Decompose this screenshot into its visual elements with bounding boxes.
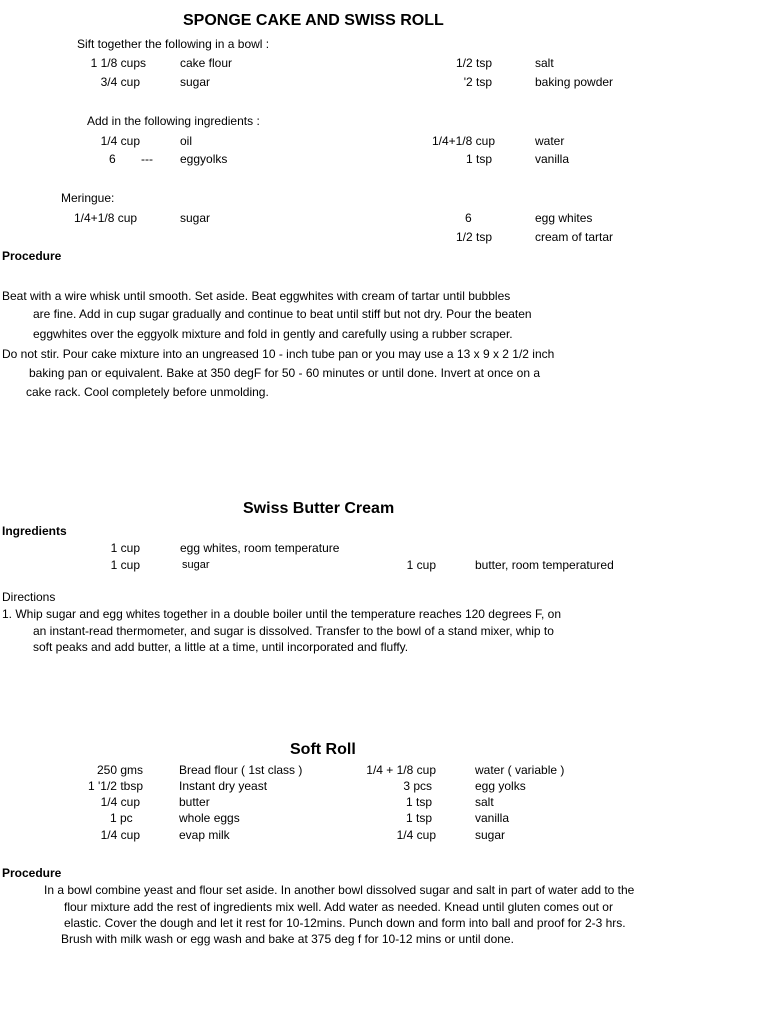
butter-cream-title: Swiss Butter Cream: [243, 500, 395, 517]
directions-label: Directions: [2, 590, 56, 604]
procedure-label: Procedure: [2, 866, 62, 880]
soft-roll-title: Soft Roll: [290, 741, 356, 758]
procedure-label: Procedure: [2, 249, 62, 263]
sift-intro: Sift together the following in a bowl :: [77, 37, 270, 51]
add-intro: Add in the following ingredients :: [87, 114, 260, 128]
sponge-title: SPONGE CAKE AND SWISS ROLL: [183, 12, 444, 29]
meringue-label: Meringue:: [61, 191, 115, 205]
ingredients-label: Ingredients: [2, 524, 67, 538]
